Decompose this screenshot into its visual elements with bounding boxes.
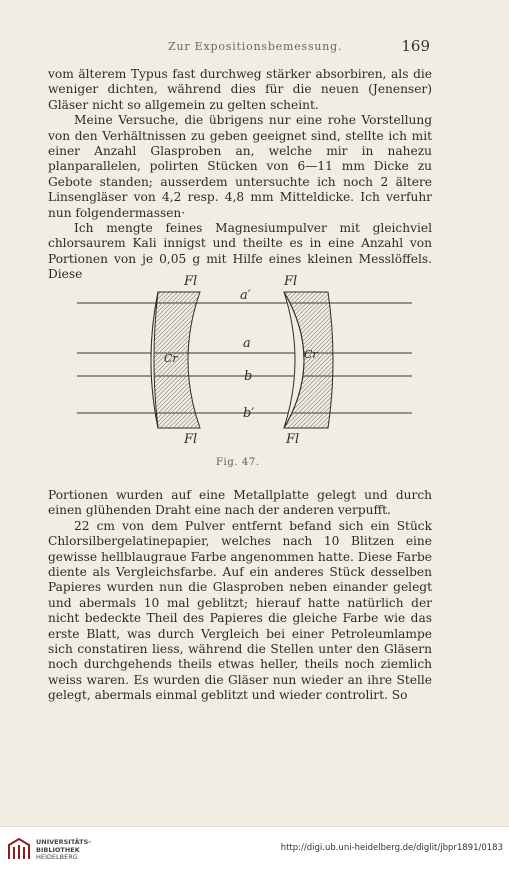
paragraph: Portionen wurden auf eine Metallplatte gelegt und durch einen glühenden Draht eine nach der anderen verpufft. [48,488,432,518]
figure-caption: Fig. 47. [216,457,260,468]
source-url-link[interactable]: http://digi.ub.uni-heidelberg.de/diglit/jbpr1891/0183 [280,843,503,853]
body-text-bottom [48,488,432,704]
library-line: HEIDELBERG [36,853,78,861]
label-ray-b-prime: b′ [243,406,255,421]
paragraph: vom älterem Typus fast durchweg stärker absorbiren, als die weniger dichten, während dies für die neuen (Jenenser) Gläser nicht so allgemein zu gelten scheint. [48,67,432,112]
label-crown-left: Cr [164,352,178,365]
library-name [36,839,91,862]
label-flint-bottom-right: Fl [286,432,300,447]
paragraph: 22 cm von dem Pulver entfernt befand sich ein Stück Chlorsilbergelatinepapier, welches nach 10 Blitzen eine gewisse hellblaugraue Farbe angenommen hatte. Diese Farbe diente als Vergleichsfarbe. Auf ein anderes Stück desselben Papieres wurden nun die Glasproben neben einander gelegt und abermals 10 mal geblitzt; hierauf hatte natürlich der nicht bedeckte Theil des Papieres die gleiche Farbe wie das erste Blatt, was durch Vergleich bei einer Petroleumlampe sich constatiren liess, während die Stellen unter den Gläsern noch durchgehends theils etwas heller, theils noch ziemlich weiss waren. Es wurden die Gläser nun wieder an ihre Stelle gelegt, abermals einmal geblitzt und wieder controlirt. So [48,518,432,703]
paragraph: Meine Versuche, die übrigens nur eine rohe Vorstellung von den Verhältnissen zu geben geeignet sind, stellte ich mit einer Anzahl Glasproben an, welche mir in nahezu planparallelen, polirten Stücken von 6—11 mm Dicke zu Gebote standen; ausserdem untersuchte ich noch 2 ältere Linsengläser von 4,2 resp. 4,8 mm Mitteldicke. Ich verfuhr nun folgendermassen· [48,113,432,220]
running-title: Zur Expositionsbemessung. [168,40,343,53]
paragraph: Ich mengte feines Magnesiumpulver mit gleichviel chlorsaurem Kali innigst und theilte es in eine Anzahl von Portionen von je 0,05 g mit Hilfe eines kleinen Messlöffels. Diese [48,221,432,282]
label-ray-b: b [244,369,253,384]
body-text-top [48,67,432,283]
footer-bar [0,826,509,872]
university-library-logo-icon [6,836,32,862]
label-ray-a-prime: a′ [240,288,251,303]
lens-diagram [72,270,422,470]
label-flint-top-right: Fl [284,274,298,289]
page-number: 169 [401,37,430,55]
page-header [48,37,430,56]
label-flint-top-left: Fl [184,274,198,289]
label-ray-a: a [243,336,251,351]
library-line: UNIVERSITÄTS- [36,838,91,846]
library-line: BIBLIOTHEK [36,845,80,854]
label-crown-right: Cr [304,348,318,361]
label-flint-bottom-left: Fl [184,432,198,447]
